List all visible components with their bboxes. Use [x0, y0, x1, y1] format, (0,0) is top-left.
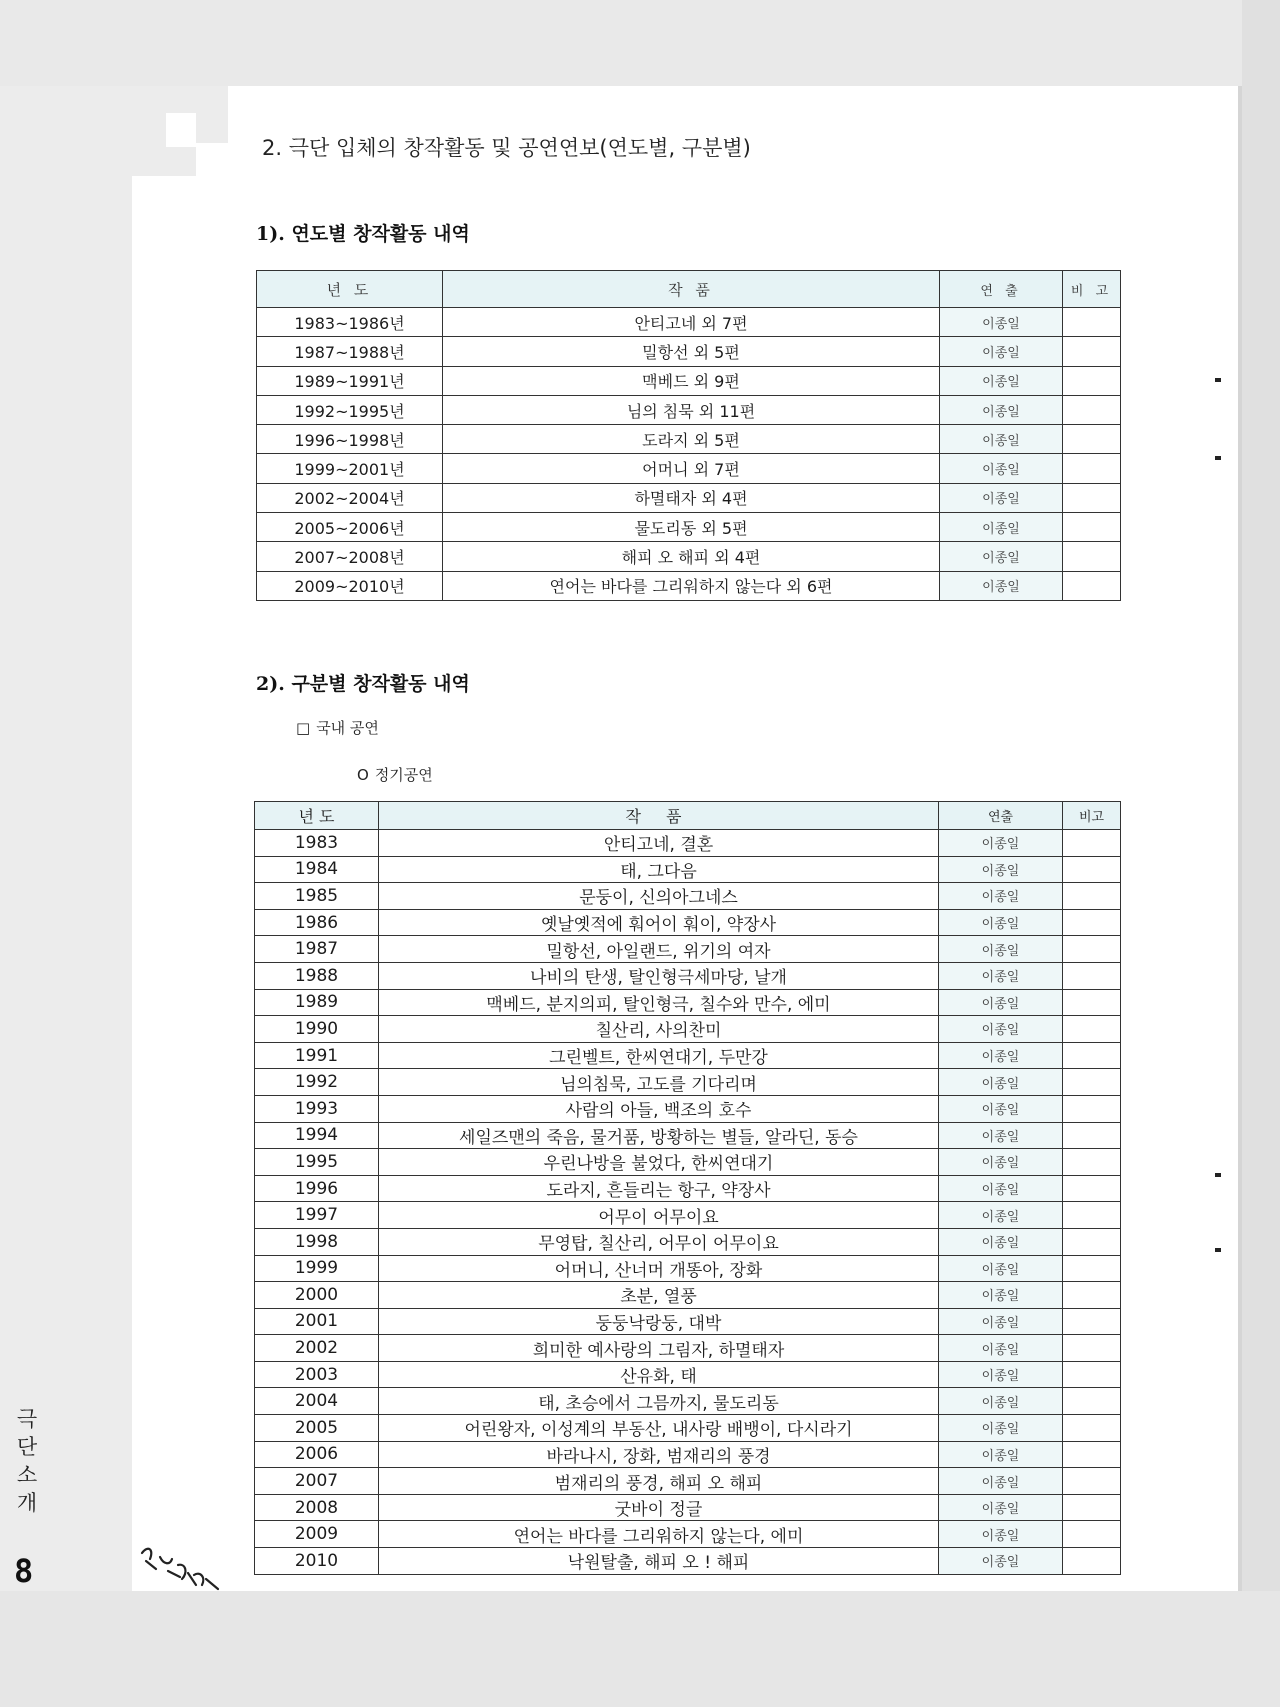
cell-work: 밀항선 외 5편 [443, 337, 940, 366]
cell-year: 1987~1988년 [257, 337, 443, 366]
table-row [255, 1548, 1121, 1575]
cell-note [1063, 1149, 1121, 1176]
side-label-char: 단 [16, 1435, 38, 1459]
cell-director: 이종일 [939, 1388, 1063, 1415]
cell-note [1063, 830, 1121, 857]
cell-note [1063, 989, 1121, 1016]
cell-year: 2004 [255, 1388, 379, 1415]
cell-year: 1996 [255, 1175, 379, 1202]
cell-note [1063, 1441, 1121, 1468]
cell-note [1063, 1415, 1121, 1442]
cell-work: 둥둥낙랑둥, 대박 [379, 1308, 939, 1335]
table-row [255, 1521, 1121, 1548]
side-label-char: 개 [16, 1491, 38, 1515]
cell-note [1063, 1042, 1121, 1069]
cell-year: 2007~2008년 [257, 542, 443, 571]
table-row [255, 936, 1121, 963]
scan-mark [1215, 378, 1221, 382]
cell-work: 어린왕자, 이성계의 부동산, 내사랑 배뱅이, 다시라기 [379, 1415, 939, 1442]
table-row [255, 1361, 1121, 1388]
cell-work: 초분, 열풍 [379, 1282, 939, 1309]
table-row [257, 571, 1121, 600]
table-row [257, 454, 1121, 483]
header-year: 년 도 [257, 271, 443, 308]
cell-director: 이종일 [940, 542, 1063, 571]
page-edge-shadow [1238, 86, 1242, 1591]
cell-year: 1997 [255, 1202, 379, 1229]
cell-year: 1998 [255, 1228, 379, 1255]
table-row [255, 1335, 1121, 1362]
table-row [255, 1388, 1121, 1415]
table-row [257, 308, 1121, 337]
table-row [255, 1441, 1121, 1468]
cell-work: 무영탑, 칠산리, 어무이 어무이요 [379, 1228, 939, 1255]
cell-note [1063, 542, 1121, 571]
side-label-char: 극 [16, 1407, 38, 1431]
table-row [257, 483, 1121, 512]
cell-note [1063, 1282, 1121, 1309]
cell-director: 이종일 [940, 395, 1063, 424]
header-work: 작 품 [443, 271, 940, 308]
cell-year: 2005 [255, 1415, 379, 1442]
section-title: 2. 극단 입체의 창작활동 및 공연연보(연도별, 구분별) [262, 136, 751, 160]
table-row [255, 1255, 1121, 1282]
cell-note [1063, 1521, 1121, 1548]
handwritten-signature [134, 1535, 224, 1595]
regular-table-body [255, 830, 1121, 1575]
table-row [255, 856, 1121, 883]
cell-director: 이종일 [939, 1361, 1063, 1388]
cell-note [1063, 1494, 1121, 1521]
cell-director: 이종일 [939, 1308, 1063, 1335]
cell-note [1063, 856, 1121, 883]
cell-director: 이종일 [939, 1415, 1063, 1442]
cell-work: 태, 그다음 [379, 856, 939, 883]
table-row [257, 542, 1121, 571]
table-row [257, 337, 1121, 366]
yearly-heading: 1). 연도별 창작활동 내역 [256, 223, 470, 245]
cell-director: 이종일 [940, 337, 1063, 366]
scan-right-edge [1242, 0, 1280, 1707]
table-row [255, 909, 1121, 936]
cell-work: 어무이 어무이요 [379, 1202, 939, 1229]
cell-work: 세일즈맨의 죽음, 물거품, 방황하는 별들, 알라딘, 동승 [379, 1122, 939, 1149]
cell-year: 1992 [255, 1069, 379, 1096]
table-row [257, 513, 1121, 542]
category-heading: 2). 구분별 창작활동 내역 [256, 673, 470, 695]
table-row [255, 1042, 1121, 1069]
cell-work: 산유화, 태 [379, 1361, 939, 1388]
cell-director: 이종일 [939, 1228, 1063, 1255]
cell-work: 우린나방을 불었다, 한씨연대기 [379, 1149, 939, 1176]
table-header-row [257, 271, 1121, 308]
cell-year: 2001 [255, 1308, 379, 1335]
table-row [255, 989, 1121, 1016]
cell-director: 이종일 [939, 1521, 1063, 1548]
cell-director: 이종일 [939, 936, 1063, 963]
table-row [255, 1468, 1121, 1495]
yearly-works-table [256, 270, 1121, 601]
yearly-table-body [257, 308, 1121, 601]
cell-note [1063, 1255, 1121, 1282]
cell-work: 태, 초승에서 그믐까지, 물도리동 [379, 1388, 939, 1415]
cell-director: 이종일 [939, 1494, 1063, 1521]
cell-work: 도라지 외 5편 [443, 425, 940, 454]
cell-note [1063, 909, 1121, 936]
table-header-row [255, 802, 1121, 830]
cell-work: 문둥이, 신의아그네스 [379, 883, 939, 910]
scan-mark [1215, 1248, 1221, 1252]
cell-work: 희미한 예사랑의 그림자, 하멸태자 [379, 1335, 939, 1362]
cell-note [1063, 395, 1121, 424]
cell-work: 밀항선, 아일랜드, 위기의 여자 [379, 936, 939, 963]
table-row [255, 830, 1121, 857]
cell-director: 이종일 [939, 989, 1063, 1016]
cell-year: 2003 [255, 1361, 379, 1388]
table-row [255, 1308, 1121, 1335]
cell-year: 2000 [255, 1282, 379, 1309]
cell-year: 1989 [255, 989, 379, 1016]
scan-top-margin [0, 0, 1280, 86]
cell-note [1063, 1308, 1121, 1335]
cell-director: 이종일 [939, 1175, 1063, 1202]
corner-notch-step [196, 143, 228, 176]
cell-work: 나비의 탄생, 탈인형극세마당, 날개 [379, 962, 939, 989]
table-row [255, 1149, 1121, 1176]
scan-mark [1215, 1173, 1221, 1177]
cell-year: 1983 [255, 830, 379, 857]
table-row [257, 366, 1121, 395]
cell-note [1063, 1548, 1121, 1575]
cell-director: 이종일 [939, 1122, 1063, 1149]
header-director: 연출 [939, 802, 1063, 830]
cell-work: 맥베드 외 9편 [443, 366, 940, 395]
cell-year: 2009~2010년 [257, 571, 443, 600]
cell-note [1063, 513, 1121, 542]
cell-director: 이종일 [939, 856, 1063, 883]
square-icon: □ [296, 719, 311, 737]
cell-year: 2007 [255, 1468, 379, 1495]
subcategory-regular [357, 764, 433, 785]
table-row [255, 883, 1121, 910]
cell-director: 이종일 [939, 1335, 1063, 1362]
cell-director: 이종일 [939, 1095, 1063, 1122]
cell-director: 이종일 [939, 1016, 1063, 1043]
table-row [255, 1202, 1121, 1229]
table-row [255, 1228, 1121, 1255]
cell-year: 1999~2001년 [257, 454, 443, 483]
side-label-char: 소 [16, 1463, 38, 1487]
category-label: 국내 공연 [316, 719, 379, 737]
cell-director: 이종일 [939, 830, 1063, 857]
cell-director: 이종일 [940, 308, 1063, 337]
cell-note [1063, 1175, 1121, 1202]
page-number: 8 [14, 1552, 34, 1590]
header-note: 비 고 [1063, 271, 1121, 308]
cell-work: 님의 침묵 외 11편 [443, 395, 940, 424]
cell-year: 1994 [255, 1122, 379, 1149]
table-row [257, 395, 1121, 424]
cell-work: 바라나시, 장화, 범재리의 풍경 [379, 1441, 939, 1468]
header-year: 년 도 [255, 802, 379, 830]
table-row [255, 1016, 1121, 1043]
cell-director: 이종일 [939, 883, 1063, 910]
cell-director: 이종일 [940, 513, 1063, 542]
cell-director: 이종일 [939, 1069, 1063, 1096]
cell-note [1063, 483, 1121, 512]
cell-year: 2006 [255, 1441, 379, 1468]
cell-work: 도라지, 흔들리는 항구, 약장사 [379, 1175, 939, 1202]
cell-note [1063, 1122, 1121, 1149]
cell-director: 이종일 [940, 571, 1063, 600]
cell-work: 그린벨트, 한씨연대기, 두만강 [379, 1042, 939, 1069]
table-row [255, 1122, 1121, 1149]
cell-note [1063, 337, 1121, 366]
cell-note [1063, 571, 1121, 600]
cell-note [1063, 1468, 1121, 1495]
cell-year: 1992~1995년 [257, 395, 443, 424]
cell-year: 1990 [255, 1016, 379, 1043]
cell-director: 이종일 [939, 962, 1063, 989]
cell-director: 이종일 [939, 1441, 1063, 1468]
cell-director: 이종일 [939, 1149, 1063, 1176]
corner-notch-step [166, 113, 196, 147]
side-section-label [14, 1405, 40, 1517]
cell-year: 1991 [255, 1042, 379, 1069]
table-row [255, 1095, 1121, 1122]
cell-year: 1989~1991년 [257, 366, 443, 395]
table-row [255, 1069, 1121, 1096]
cell-year: 1995 [255, 1149, 379, 1176]
cell-note [1063, 883, 1121, 910]
cell-year: 1993 [255, 1095, 379, 1122]
cell-director: 이종일 [940, 425, 1063, 454]
scan-bottom-margin [0, 1591, 1280, 1707]
cell-work: 님의침묵, 고도를 기다리며 [379, 1069, 939, 1096]
cell-work: 어머니, 산너머 개똥아, 장화 [379, 1255, 939, 1282]
cell-note [1063, 1069, 1121, 1096]
cell-year: 1999 [255, 1255, 379, 1282]
cell-work: 연어는 바다를 그리워하지 않는다 외 6편 [443, 571, 940, 600]
cell-note [1063, 308, 1121, 337]
cell-work: 범재리의 풍경, 해피 오 해피 [379, 1468, 939, 1495]
cell-note [1063, 1202, 1121, 1229]
cell-note [1063, 1361, 1121, 1388]
circle-icon: O [357, 766, 369, 784]
cell-work: 맥베드, 분지의피, 탈인형극, 칠수와 만수, 에미 [379, 989, 939, 1016]
cell-work: 사람의 아들, 백조의 호수 [379, 1095, 939, 1122]
table-row [255, 1282, 1121, 1309]
cell-work: 굿바이 정글 [379, 1494, 939, 1521]
cell-work: 안티고네, 결혼 [379, 830, 939, 857]
cell-year: 1987 [255, 936, 379, 963]
cell-work: 연어는 바다를 그리워하지 않는다, 에미 [379, 1521, 939, 1548]
cell-work: 하멸태자 외 4편 [443, 483, 940, 512]
cell-note [1063, 425, 1121, 454]
cell-note [1063, 1095, 1121, 1122]
cell-note [1063, 1016, 1121, 1043]
regular-performance-table [254, 801, 1121, 1575]
cell-note [1063, 1335, 1121, 1362]
table-row [255, 962, 1121, 989]
cell-note [1063, 454, 1121, 483]
cell-year: 1986 [255, 909, 379, 936]
cell-director: 이종일 [939, 1282, 1063, 1309]
cell-year: 2005~2006년 [257, 513, 443, 542]
scan-mark [1215, 456, 1221, 460]
header-note: 비고 [1063, 802, 1121, 830]
cell-work: 옛날옛적에 훠어이 훠이, 약장사 [379, 909, 939, 936]
cell-work: 낙원탈출, 해피 오 ! 해피 [379, 1548, 939, 1575]
cell-year: 2009 [255, 1521, 379, 1548]
cell-year: 1985 [255, 883, 379, 910]
cell-work: 물도리동 외 5편 [443, 513, 940, 542]
cell-work: 안티고네 외 7편 [443, 308, 940, 337]
cell-note [1063, 962, 1121, 989]
cell-year: 1984 [255, 856, 379, 883]
table-row [255, 1175, 1121, 1202]
cell-director: 이종일 [939, 909, 1063, 936]
cell-year: 1983~1986년 [257, 308, 443, 337]
cell-year: 2008 [255, 1494, 379, 1521]
cell-director: 이종일 [939, 1468, 1063, 1495]
cell-year: 1988 [255, 962, 379, 989]
cell-year: 1996~1998년 [257, 425, 443, 454]
header-work: 작 품 [379, 802, 939, 830]
table-row [255, 1415, 1121, 1442]
cell-year: 2002~2004년 [257, 483, 443, 512]
cell-year: 2002 [255, 1335, 379, 1362]
cell-director: 이종일 [939, 1548, 1063, 1575]
cell-director: 이종일 [939, 1255, 1063, 1282]
header-director: 연 출 [940, 271, 1063, 308]
table-row [257, 425, 1121, 454]
cell-note [1063, 936, 1121, 963]
subcategory-label: 정기공연 [374, 766, 433, 784]
cell-work: 칠산리, 사의찬미 [379, 1016, 939, 1043]
cell-director: 이종일 [939, 1202, 1063, 1229]
cell-note [1063, 1388, 1121, 1415]
cell-work: 해피 오 해피 외 4편 [443, 542, 940, 571]
cell-director: 이종일 [940, 454, 1063, 483]
cell-director: 이종일 [940, 483, 1063, 512]
cell-director: 이종일 [940, 366, 1063, 395]
table-row [255, 1494, 1121, 1521]
cell-director: 이종일 [939, 1042, 1063, 1069]
cell-work: 어머니 외 7편 [443, 454, 940, 483]
cell-note [1063, 366, 1121, 395]
cell-note [1063, 1228, 1121, 1255]
cell-year: 2010 [255, 1548, 379, 1575]
category-domestic [296, 717, 379, 738]
